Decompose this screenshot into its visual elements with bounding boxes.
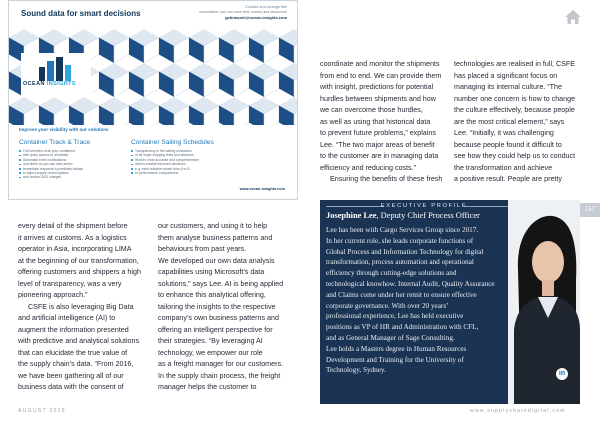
article-line: number one concern is how to change	[454, 94, 576, 103]
ad-col2-item: data to enable informed decisions	[131, 162, 249, 166]
article-line: as well as using that historical data	[320, 117, 431, 126]
profile-bio-line: Lee holds a Masters degree in Human Resources	[326, 344, 467, 353]
logo-building-icon	[35, 57, 75, 81]
ad-col2-item: World's most accurate and comprehensive	[131, 158, 249, 162]
ad-col2-title: Container Sailing Schedules	[131, 139, 214, 146]
article-line: offering customers and shippers a high	[18, 268, 141, 276]
article-line: tailoring the insights to the respective	[158, 302, 276, 311]
article-line: business data with the consent of	[18, 383, 124, 391]
home-icon[interactable]	[564, 8, 582, 26]
article-line: In the supply chain process, the freight	[158, 371, 281, 380]
profile-name: Josephine Lee	[326, 211, 377, 220]
ocean-insights-logo	[21, 53, 91, 97]
profile-bio-line: and as General Manager of Sage Consulting.	[326, 333, 455, 342]
ad-contact-line2: consultation: you can save time, money and resources!	[199, 10, 287, 14]
article-line: Lee. “Initially, it was challenging	[454, 129, 554, 137]
article-line: augment the information presented	[18, 325, 129, 334]
footer-issue-date: AUGUST 2019	[18, 408, 66, 414]
article-line: coordinate and monitor the shipments	[320, 60, 440, 68]
article-line: offering an intelligent perspective for	[158, 325, 273, 334]
ad-col1-item: to adjust supply chain logistics	[19, 171, 137, 175]
article-line: their strategies. “By leveraging AI	[158, 337, 263, 345]
article-line: our customers, and using it to help	[158, 222, 268, 230]
ad-contact-line1: Contact us to arrange free	[245, 5, 287, 9]
article-line: pioneering approach.”	[18, 291, 88, 299]
footer-website-link[interactable]: www.supplychaindigital.com	[470, 408, 566, 414]
article-line: it arrives at customs. As a logistics	[18, 233, 127, 242]
article-col-bottom-left	[18, 221, 152, 394]
article-line: manager helps the customer to	[158, 383, 257, 391]
article-line: from end to end. We can provide them	[320, 71, 442, 80]
profile-bio-line: efficiency through cutting-edge solutions and	[326, 269, 457, 278]
article-line: the supply chain’s data. “From 2016,	[18, 360, 134, 368]
ad-col2-list	[131, 149, 249, 175]
article-line: technologies are realised in full, CSFE	[454, 60, 576, 68]
article-line: hurdles between shipments and how	[320, 94, 436, 103]
article-line: behaviours from past years.	[158, 245, 247, 253]
profile-bio-line: technological knowhow. Internal Audit, Quality Assurance	[326, 279, 495, 288]
ad-col1-item: Immediate response to predicted delays	[19, 167, 137, 171]
profile-title: , Deputy Chief Process Officer	[376, 211, 480, 220]
ad-col2-item: e.g. most suitable vessel from A to B	[131, 167, 249, 171]
article-col-top-middle	[320, 59, 448, 186]
profile-bio-line: corporate governance. With over 20 years’	[326, 301, 449, 310]
profile-bio-line: Technology, Sydney.	[326, 366, 386, 375]
article-line: we can overcome those hurdles,	[320, 106, 423, 114]
article-line: the culture effectively, because people	[454, 106, 575, 114]
profile-bio-line: professional experience, Lee has held executive	[326, 312, 464, 321]
profile-label: EXECUTIVE PROFILE	[380, 203, 468, 209]
article-line: company’s own business patterns and	[158, 314, 279, 322]
ad-col1-list	[19, 149, 137, 180]
ad-col1-item: Full overview of all your containers	[19, 149, 137, 153]
ad-contact	[167, 5, 287, 20]
article-line: Ensuring the benefits of these fresh	[330, 175, 443, 183]
article-col-top-right	[454, 59, 582, 186]
executive-profile-box	[320, 200, 580, 404]
ad-col2-item: Transparency in the sailing schedules	[131, 149, 249, 153]
profile-bio-line: Global Process and Information Technology for digital	[326, 247, 484, 256]
profile-bio-line: transformation, process automation and operational	[326, 258, 474, 267]
article-line: see how they could help us to conduct	[454, 152, 576, 160]
article-line: to the customer are in managing data	[320, 152, 439, 160]
profile-portrait	[508, 200, 580, 404]
article-line: are the most critical element,” says	[454, 117, 565, 126]
ad-col2-item: of all major shipping lines and alliances	[131, 153, 249, 157]
article-line: to enhance this analytical offering,	[158, 291, 266, 299]
profile-bio-line: positions as VP of HR and Administration with CFL,	[326, 323, 479, 332]
linkedin-icon[interactable]: in	[556, 368, 568, 380]
ad-col1-item: Automatic event notifications	[19, 158, 137, 162]
article-line: we have been gathering all of our	[18, 371, 124, 380]
profile-name-line	[326, 211, 480, 220]
ad-headline: Sound data for smart decisions	[21, 9, 141, 18]
article-line: operator in Asia, incorporating LIMA	[18, 245, 132, 253]
article-line: a positive result. People are pretty	[454, 175, 562, 183]
article-line: capabilities using Microsoft’s data	[158, 268, 265, 276]
logo-wordmark	[23, 81, 76, 87]
ad-col1-title: Container Track & Trace	[19, 139, 91, 146]
article-line: level of transparency, was a very	[18, 279, 122, 288]
article-line: solutions,” says Lee. AI is being applied	[158, 279, 284, 288]
article-line: and artificial intelligence (AI) to	[18, 314, 116, 322]
article-line: managing its internal culture. “The	[454, 83, 562, 91]
article-line: them analyse business patterns and	[158, 233, 273, 242]
article-line: has placed a significant focus on	[454, 71, 558, 80]
ad-email-link[interactable]: getintouch@ocean-insights.com	[225, 15, 287, 20]
article-line: the transformation and achieve	[454, 163, 553, 172]
ad-improve-heading: Improve your visibility with our solutions	[19, 127, 109, 132]
ad-website-link[interactable]: www.ocean-insights.com	[239, 187, 285, 191]
ocean-insights-advert	[8, 0, 298, 200]
article-line: that can elucidate the true value of	[18, 348, 128, 357]
profile-bio	[326, 225, 526, 376]
profile-bio-line: Development and Training for the University of	[326, 355, 464, 364]
article-line: as a freight manager for our customers.	[158, 360, 284, 368]
article-line: Lee. “The two major areas of benefit	[320, 140, 435, 149]
ad-col1-item: with quick access to all details	[19, 153, 137, 157]
article-line: at the beginning of our transformation,	[18, 256, 139, 265]
logo-word-ocean: OCEAN	[23, 81, 45, 87]
article-line: We developed our own data analysis	[158, 256, 275, 265]
page-number: 157	[580, 203, 600, 217]
ad-col2-item: or performance comparisons	[131, 171, 249, 175]
article-line: with insight, predictions for potential	[320, 83, 434, 91]
article-col-bottom-middle	[158, 221, 298, 394]
profile-bio-line: In her current role, she leads corporate functions of	[326, 236, 474, 245]
profile-bio-line: and Claims come under her remit to ensure effective	[326, 290, 477, 299]
article-line: every detail of the shipment before	[18, 222, 128, 230]
ad-col1-item: and reduce D&D charges	[19, 175, 137, 179]
article-line: technology, we empower our role	[158, 348, 263, 357]
article-line: with predictive and analytical solutions	[18, 337, 140, 345]
article-line: efficiency and reducing costs.”	[320, 163, 416, 172]
ad-col1-item: and alerts so you can take action	[19, 162, 137, 166]
logo-word-insights: INSIGHTS	[46, 81, 76, 87]
article-line: because people found it difficult to	[454, 140, 562, 149]
article-line: to prevent future problems,” explains	[320, 129, 436, 137]
article-line: CSFE is also leveraging Big Data	[28, 302, 134, 311]
profile-bio-line: Lee has been with Cargo Services Group since 2017.	[326, 226, 479, 234]
